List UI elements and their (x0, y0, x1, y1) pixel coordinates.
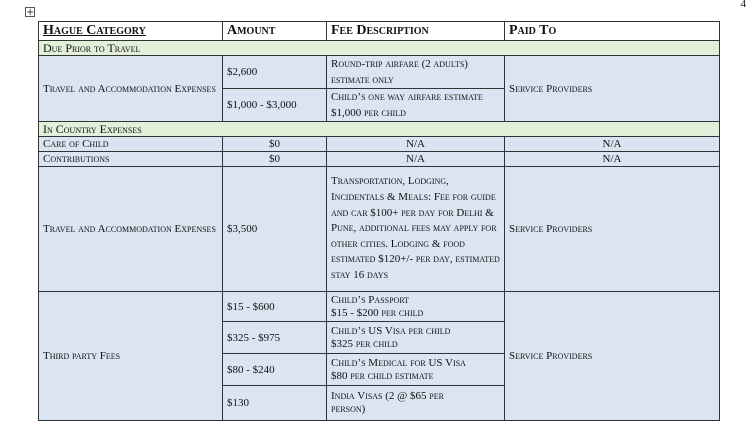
fee-title: Child’s US Visa per child (331, 324, 451, 337)
fee-cell: N/A (327, 137, 505, 152)
amount-cell: $325 - $975 (223, 322, 327, 354)
category-cell: Travel and Accommodation Expenses (39, 167, 223, 292)
amount-cell: $15 - $600 (223, 292, 327, 322)
paid-to-cell: Service Providers (505, 292, 720, 421)
fee-title: Child’s Medical for US Visa (331, 356, 466, 369)
amount-cell: $2,600 (223, 56, 327, 89)
table-row (39, 56, 720, 89)
fee-title: India Visas (2 @ $65 per (331, 390, 444, 402)
paid-to-cell: N/A (505, 152, 720, 167)
table-row (39, 152, 720, 167)
section-label: In Country Expenses (39, 122, 720, 137)
fee-cell (327, 386, 505, 421)
table-row (39, 137, 720, 152)
category-cell: Care of Child (39, 137, 223, 152)
fee-detail: $325 per child (331, 337, 398, 350)
header-paid-to: Paid To (505, 22, 720, 41)
hague-fee-table (38, 21, 720, 421)
fee-cell: Transportation, Lodging, Incidentals & Meals: Fee for guide and car $100+ per day for Delhi & Pune, additional fees may apply for other cities. Lodging & food estimated $120+/- per day, estimated stay 16 days (327, 167, 505, 292)
paid-to-cell: Service Providers (505, 56, 720, 122)
category-cell: Contributions (39, 152, 223, 167)
paid-to-cell: Service Providers (505, 167, 720, 292)
category-cell: Third party Fees (39, 292, 223, 421)
amount-cell: $80 - $240 (223, 354, 327, 386)
fee-cell (327, 354, 505, 386)
fee-cell: Child’s one way airfare estimate $1,000 per child (327, 89, 505, 122)
fee-title: Child’s Passport (331, 293, 410, 306)
page-number: 4 (740, 0, 746, 10)
section-row-due-prior (39, 41, 720, 56)
section-label: Due Prior to Travel (39, 41, 720, 56)
header-category: Hague Category (39, 22, 223, 41)
paid-to-cell: N/A (505, 137, 720, 152)
fee-detail: $80 per child estimate (331, 369, 434, 382)
table-row (39, 167, 720, 292)
amount-cell: $3,500 (223, 167, 327, 292)
move-cross-icon[interactable]: + (26, 7, 35, 18)
category-cell: Travel and Accommodation Expenses (39, 56, 223, 122)
table-row (39, 292, 720, 322)
amount-cell: $1,000 - $3,000 (223, 89, 327, 122)
fee-cell: N/A (327, 152, 505, 167)
amount-cell: $0 (223, 137, 327, 152)
amount-cell: $130 (223, 386, 327, 421)
fee-cell: Round-trip airfare (2 adults) estimate only (327, 56, 505, 89)
fee-detail: person) (331, 403, 366, 415)
header-fee-description: Fee Description (327, 22, 505, 41)
table-header-row (39, 22, 720, 41)
header-amount: Amount (223, 22, 327, 41)
section-row-in-country (39, 122, 720, 137)
amount-cell: $0 (223, 152, 327, 167)
fee-cell (327, 292, 505, 322)
fee-detail: $15 - $200 per child (331, 306, 424, 319)
fee-cell (327, 322, 505, 354)
